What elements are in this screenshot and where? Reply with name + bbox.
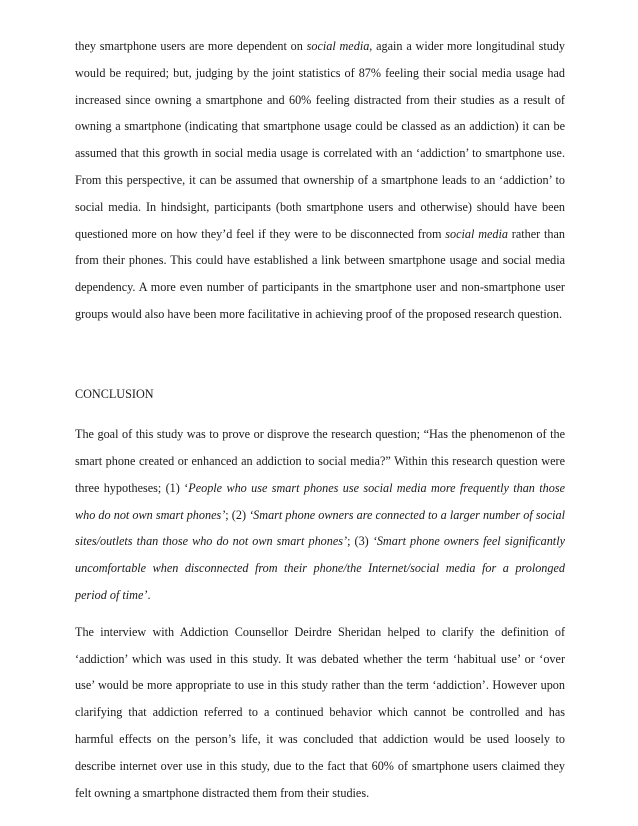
text-run: .: [147, 587, 151, 602]
discussion-paragraph: [75, 33, 565, 328]
italic-text-run: social media: [445, 226, 508, 241]
text-run: ; (3): [347, 534, 373, 549]
interview-paragraph: The interview with Addiction Counsellor Deirdre Sheridan helped to clarify the definition of ‘addiction’ which was used in this study. It was debated whether the term ‘habitual use’ or ‘over use’ would be more appropriate to use in this study rather than the term ‘addiction’. However upon clarifying that addiction referred to a continued behavior which cannot be controlled and has harmful effects on the person’s life, it was concluded that addiction would be used loosely to describe internet over use in this study, due to the fact that 60% of smartphone users claimed they felt owning a smartphone distracted them from their studies.: [75, 624, 565, 800]
italic-text-run: social media: [306, 39, 370, 53]
conclusion-paragraph: [75, 421, 565, 609]
text-run: rather than from their phones. This could have established a link between smartphone usage and social media dependency. A more even number of participants in the smartphone user and non-smartphone user groups would also have been more facilitative in achieving proof of the proposed research question.: [75, 226, 565, 321]
text-run: , again a wider more longitudinal study would be required; but, judging by the joint statistics of 87% feeling their social media usage had increased since owning a smartphone and 60% feeling distracted from their studies as a result of owning a smartphone (indicating that smartphone usage could be classed as an addiction) it can be assumed that this growth in social media usage is correlated with an ‘addiction’ to smartphone use. From this perspective, it can be assumed that ownership of a smartphone leads to an ‘addiction’ to social media. In hindsight, participants (both smartphone users and otherwise) should have been questioned more on how they’d feel if they were to be disconnected from: [75, 39, 565, 241]
spacer: [75, 609, 565, 619]
italic-text-run: ‘Smart phone owners are connected to a larger number of social sites/outlets than those who do not own smart phones’: [75, 507, 565, 549]
text-run: The goal of this study was to prove or disprove the research question; “Has the phenomenon of the smart phone created or enhanced an addiction to social media?” Within this research question were three hypotheses; (1) ‘: [75, 427, 565, 495]
italic-text-run: ‘Smart phone owners feel significantly uncomfortable when disconnected from their phone/the Internet/social media for a prolonged period of time’: [75, 534, 565, 602]
italic-text-run: People who use smart phones use social media more frequently than those who do not own smart phones’: [75, 480, 565, 522]
text-run: ; (2): [225, 507, 250, 522]
spacer: [75, 408, 565, 421]
conclusion-heading: CONCLUSION: [75, 387, 154, 402]
spacer: [75, 328, 565, 382]
text-run: they smartphone users are more dependent on: [75, 39, 307, 53]
